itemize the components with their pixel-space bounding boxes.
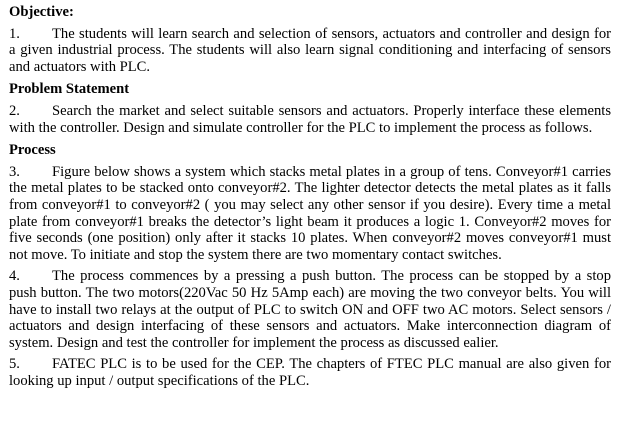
problem-statement-paragraph	[9, 103, 611, 136]
objective-paragraph	[9, 26, 611, 76]
item-number: 2.	[9, 102, 20, 119]
item-text: FATEC PLC is to be used for the CEP. The chapters of FTEC PLC manual are also given for looking up input / output specifications of the PLC.	[9, 356, 611, 389]
item-text: Figure below shows a system which stacks metal plates in a group of tens. Conveyor#1 carries the metal plates to be stacked onto conveyor#2. The lighter detector detects the metal plates as it falls from conveyor#1 to conveyor#2 ( you may select any other sensor if you desire). Every time a metal plate from conveyor#1 breaks the detector’s light beam it produces a logic 1. Conveyor#2 moves for five seconds (one position) only after it stacks 10 plates. When conveyor#2 moves conveyor#1 must not move. To initiate and stop the system there are two momentary contact switches.	[9, 163, 611, 263]
objective-heading: Objective:	[9, 4, 74, 20]
process-paragraph-3	[9, 164, 611, 264]
process-heading: Process	[9, 142, 56, 159]
item-text: Search the market and select suitable sensors and actuators. Properly interface these elements with the controller. Design and simulate controller for the PLC to implement the process as follows.	[9, 102, 611, 136]
process-paragraph-5	[9, 356, 611, 389]
item-number: 5.	[9, 356, 20, 373]
item-number: 3.	[9, 163, 20, 180]
item-text: The students will learn search and selection of sensors, actuators and controller and design for a given industrial process. The students will also learn signal conditioning and interfacing of sensors and actuators with PLC.	[9, 25, 611, 75]
item-text: The process commences by a pressing a push button. The process can be stopped by a stop push button. The two motors(220Vac 50 Hz 5Amp each) are moving the two conveyor belts. You will have to install two relays at the output of PLC to switch ON and OFF two AC motors. Select sensors / actuators and design interfacing of these sensors and actuators. Make interconnection diagram of system. Design and test the controller for implement the process as discussed ealier.	[9, 268, 611, 351]
item-number: 1.	[9, 25, 20, 42]
item-number: 4.	[9, 268, 20, 285]
process-paragraph-4	[9, 268, 611, 351]
problem-statement-heading: Problem Statement	[9, 81, 130, 98]
